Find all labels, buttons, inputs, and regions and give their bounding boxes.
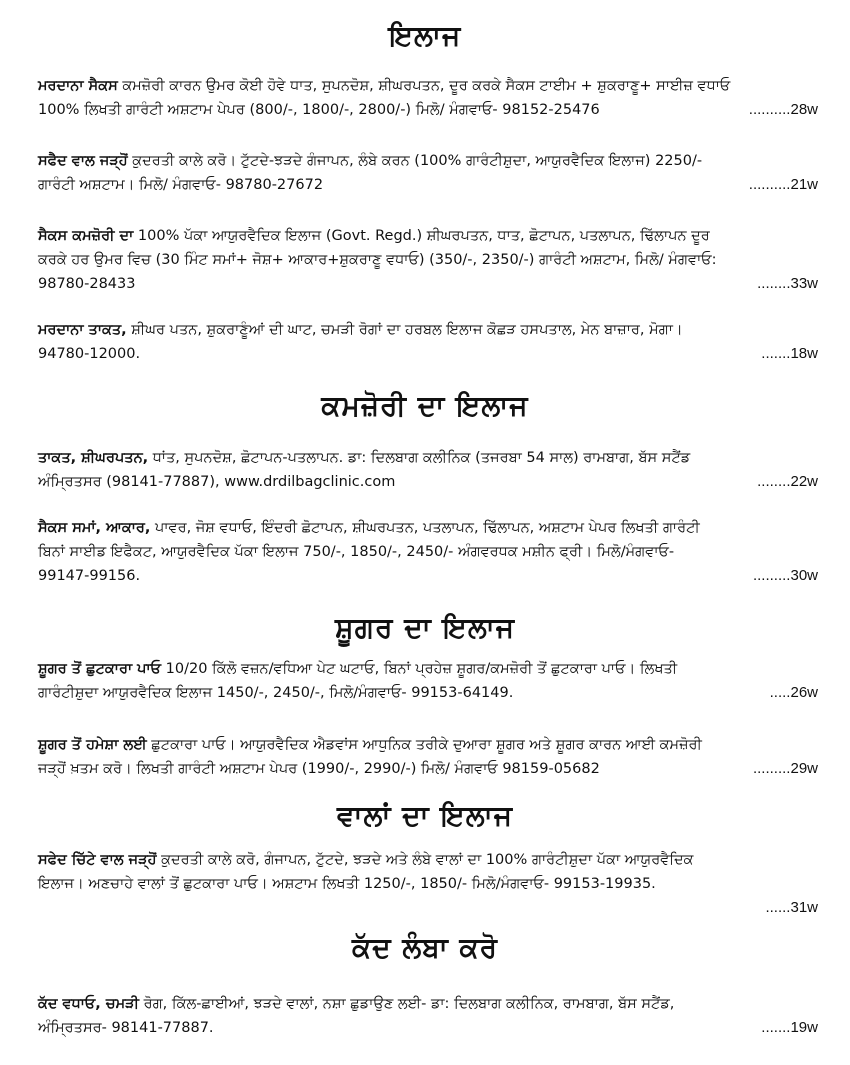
ad-code: .........30w [752, 567, 818, 584]
ad-21w [38, 149, 818, 197]
ad-code: ......31w [765, 899, 818, 916]
ad-26w [38, 657, 818, 705]
ad-lead: ਸਫੇਦ ਚਿੱਟੇ ਵਾਲ ਜੜ੍ਹੋਂ [38, 852, 157, 868]
ad-text: ਪਾਵਰ, ਜੋਸ਼ ਵਧਾਓ, ਇੰਦਰੀ ਛੋਟਾਪਨ, ਸ਼ੀਘਰਪਤਨ, ਪਤਲਾਪਨ, ਢਿੱਲਾਪਨ, ਅਸ਼ਟਾਮ ਪੇਪਰ ਲਿਖਤੀ ਗਾਰੰਟੀ [155, 520, 700, 536]
section-heading-hair: ਵਾਲਾਂ ਦਾ ਇਲਾਜ [337, 799, 513, 832]
ad-text: ਇਲਾਜ। ਅਣਚਾਹੇ ਵਾਲਾਂ ਤੋਂ ਛੁਟਕਾਰਾ ਪਾਓ। ਅਸ਼ਟਾਮ ਲਿਖਤੀ 1250/-, 1850/- ਮਿਲੋ/ਮੰਗਵਾਓ- 99153-19935. [38, 876, 656, 892]
ad-text: ਰੋਗ, ਕਿੱਲ-ਛਾਈਆਂ, ਝੜਦੇ ਵਾਲਾਂ, ਨਸ਼ਾ ਛੁਡਾਉਣ ਲਈ- ਡਾ: ਦਿਲਬਾਗ ਕਲੀਨਿਕ, ਰਾਮਬਾਗ, ਬੱਸ ਸਟੈਂਡ, [143, 996, 675, 1012]
section-heading-treatment: ਇਲਾਜ [388, 19, 462, 52]
section-heading-sugar: ਸ਼ੂਗਰ ਦਾ ਇਲਾਜ [334, 611, 516, 644]
ad-text: ਗਾਰੰਟੀਸ਼ੁਦਾ ਆਯੁਰਵੈਦਿਕ ਇਲਾਜ 1450/-, 2450/-, ਮਿਲੋ/ਮੰਗਵਾਓ- 99153-64149. [38, 685, 514, 701]
ad-text: 99147-99156. [38, 568, 141, 584]
ad-lead: ਮਰਦਾਨਾ ਤਾਕਤ, [38, 322, 127, 338]
ad-text: ਗਾਰੰਟੀ ਅਸ਼ਟਾਮ। ਮਿਲੋ/ ਮੰਗਵਾਓ- 98780-27672 [38, 177, 324, 193]
ad-text: ਅੰਮ੍ਰਿਤਸਰ- 98141-77887. [38, 1020, 214, 1036]
ad-lead: ਕੱਦ ਵਧਾਓ, ਚਮੜੀ [38, 996, 139, 1012]
ad-text: ਬਿਨਾਂ ਸਾਈਡ ਇਫੈਕਟ, ਆਯੁਰਵੈਦਿਕ ਪੱਕਾ ਇਲਾਜ 750/-, 1850/-, 2450/- ਅੰਗਵਰਧਕ ਮਸ਼ੀਨ ਫ੍ਰੀ। ਮਿਲੋ/ਮੰਗਵਾਓ- [38, 544, 675, 560]
ad-text: 10/20 ਕਿੱਲੋ ਵਜ਼ਨ/ਵਧਿਆ ਪੇਟ ਘਟਾਓ, ਬਿਨਾਂ ਪ੍ਰਹੇਜ਼ ਸ਼ੂਗਰ/ਕਮਜ਼ੋਰੀ ਤੋਂ ਛੁਟਕਾਰਾ ਪਾਓ। ਲਿਖਤੀ [165, 661, 678, 677]
ad-33w [38, 224, 818, 296]
ad-30w [38, 516, 818, 588]
ad-lead: ਸੈਕਸ ਕਮਜ਼ੋਰੀ ਦਾ [38, 228, 134, 244]
ad-code: .....26w [769, 684, 818, 701]
ad-lead: ਸ਼ੂਗਰ ਤੋਂ ਛੁਟਕਾਰਾ ਪਾਓ [38, 661, 162, 677]
ad-text: 98780-28433 [38, 276, 136, 292]
ad-code: .........29w [752, 760, 818, 777]
ad-code: ........33w [757, 275, 818, 292]
ad-text: ਜੜ੍ਹੋਂ ਖ਼ਤਮ ਕਰੋ। ਲਿਖਤੀ ਗਾਰੰਟੀ ਅਸ਼ਟਾਮ ਪੇਪਰ (1990/-, 2990/-) ਮਿਲੋ/ ਮੰਗਵਾਓ 98159-05682 [38, 761, 600, 777]
ad-lead: ਮਰਦਾਨਾ ਸੈਕਸ [38, 78, 118, 94]
ad-19w [38, 992, 818, 1040]
ad-lead: ਤਾਕਤ, ਸ਼ੀਘਰਪਤਨ, [38, 450, 149, 466]
ad-text: ਕੁਦਰਤੀ ਕਾਲੇ ਕਰੋ। ਟੁੱਟਦੇ-ਝੜਦੇ ਗੰਜਾਪਨ, ਲੰਬੇ ਕਰਨ (100% ਗਾਰੰਟੀਸ਼ੁਦਾ, ਆਯੁਰਵੈਦਿਕ ਇਲਾਜ) 2250/- [132, 153, 703, 169]
ad-code: .......19w [761, 1019, 818, 1036]
ad-18w [38, 318, 818, 366]
ad-lead: ਸਫੈਦ ਵਾਲ ਜੜ੍ਹੋਂ [38, 153, 128, 169]
ad-29w [38, 733, 818, 781]
ad-code: .......18w [761, 345, 818, 362]
ad-text: ਧਾਂਤ, ਸੁਪਨਦੋਸ਼, ਛੋਟਾਪਨ-ਪਤਲਾਪਨ. ਡਾ: ਦਿਲਬਾਗ ਕਲੀਨਿਕ (ਤਜਰਬਾ 54 ਸਾਲ) ਰਾਮਬਾਗ, ਬੱਸ ਸਟੈਂਡ [152, 450, 691, 466]
ad-code: ..........28w [748, 101, 818, 118]
ad-text: ਛੁਟਕਾਰਾ ਪਾਓ। ਆਯੁਰਵੈਦਿਕ ਐਡਵਾਂਸ ਆਧੁਨਿਕ ਤਰੀਕੇ ਦੁਆਰਾ ਸ਼ੂਗਰ ਅਤੇ ਸ਼ੂਗਰ ਕਾਰਨ ਆਈ ਕਮਜ਼ੋਰੀ [151, 737, 702, 753]
ad-text: 100% ਲਿਖਤੀ ਗਾਰੰਟੀ ਅਸ਼ਟਾਮ ਪੇਪਰ (800/-, 1800/-, 2800/-) ਮਿਲੋ/ ਮੰਗਵਾਓ- 98152-25476 [38, 102, 600, 118]
ad-code: ........22w [757, 473, 818, 490]
ad-22w [38, 446, 818, 494]
ad-text: 94780-12000. [38, 346, 141, 362]
ad-text: ਕਮਜ਼ੋਰੀ ਕਾਰਨ ਉਮਰ ਕੋਈ ਹੋਵੇ ਧਾਤ, ਸੁਪਨਦੋਸ਼, ਸ਼ੀਘਰਪਤਨ, ਦੂਰ ਕਰਕੇ ਸੈਕਸ ਟਾਈਮ + ਸ਼ੁਕਰਾਣੂ+ ਸਾਈਜ਼ ਵਧਾਓ [122, 78, 731, 94]
ad-text: ਅੰਮ੍ਰਿਤਸਰ (98141-77887), www.drdilbagclinic.com [38, 474, 396, 490]
ad-lead: ਸੈਕਸ ਸਮਾਂ, ਆਕਾਰ, [38, 520, 151, 536]
ad-text: ਕੁਦਰਤੀ ਕਾਲੇ ਕਰੋ, ਗੰਜਾਪਨ, ਟੁੱਟਦੇ, ਝੜਦੇ ਅਤੇ ਲੰਬੇ ਵਾਲਾਂ ਦਾ 100% ਗਾਰੰਟੀਸ਼ੁਦਾ ਪੱਕਾ ਆਯੁਰਵੈਦਿਕ [161, 852, 694, 868]
section-heading-weakness: ਕਮਜ਼ੋਰੀ ਦਾ ਇਲਾਜ [321, 389, 529, 422]
ad-text: ਕਰਕੇ ਹਰ ਉਮਰ ਵਿਚ (30 ਮਿੰਟ ਸਮਾਂ+ ਜੋਸ਼+ ਆਕਾਰ+ਸ਼ੁਕਰਾਣੂ ਵਧਾਓ) (350/-, 2350/-) ਗਾਰੰਟੀ ਅਸ਼ਟਾਮ, ਮਿਲੋ/ ਮੰਗਵਾਓ: [38, 252, 717, 268]
section-heading-height: ਕੱਦ ਲੰਬਾ ਕਰੋ [352, 931, 498, 964]
ad-text: 100% ਪੱਕਾ ਆਯੁਰਵੈਦਿਕ ਇਲਾਜ (Govt. Regd.) ਸ਼ੀਘਰਪਤਨ, ਧਾਤ, ਛੋਟਾਪਨ, ਪਤਲਾਪਨ, ਢਿੱਲਾਪਨ ਦੂਰ [137, 228, 710, 244]
ad-lead: ਸ਼ੂਗਰ ਤੋਂ ਹਮੇਸ਼ਾ ਲਈ [38, 737, 147, 753]
ad-code: ..........21w [748, 176, 818, 193]
ad-text: ਸ਼ੀਘਰ ਪਤਨ, ਸ਼ੁਕਰਾਣੂੰਆਂ ਦੀ ਘਾਟ, ਚਮੜੀ ਰੋਗਾਂ ਦਾ ਹਰਬਲ ਇਲਾਜ ਕੋਛੜ ਹਸਪਤਾਲ, ਮੇਨ ਬਾਜ਼ਾਰ, ਮੋਗਾ। [131, 322, 683, 338]
ad-31w [38, 848, 818, 920]
ad-28w [38, 74, 818, 122]
